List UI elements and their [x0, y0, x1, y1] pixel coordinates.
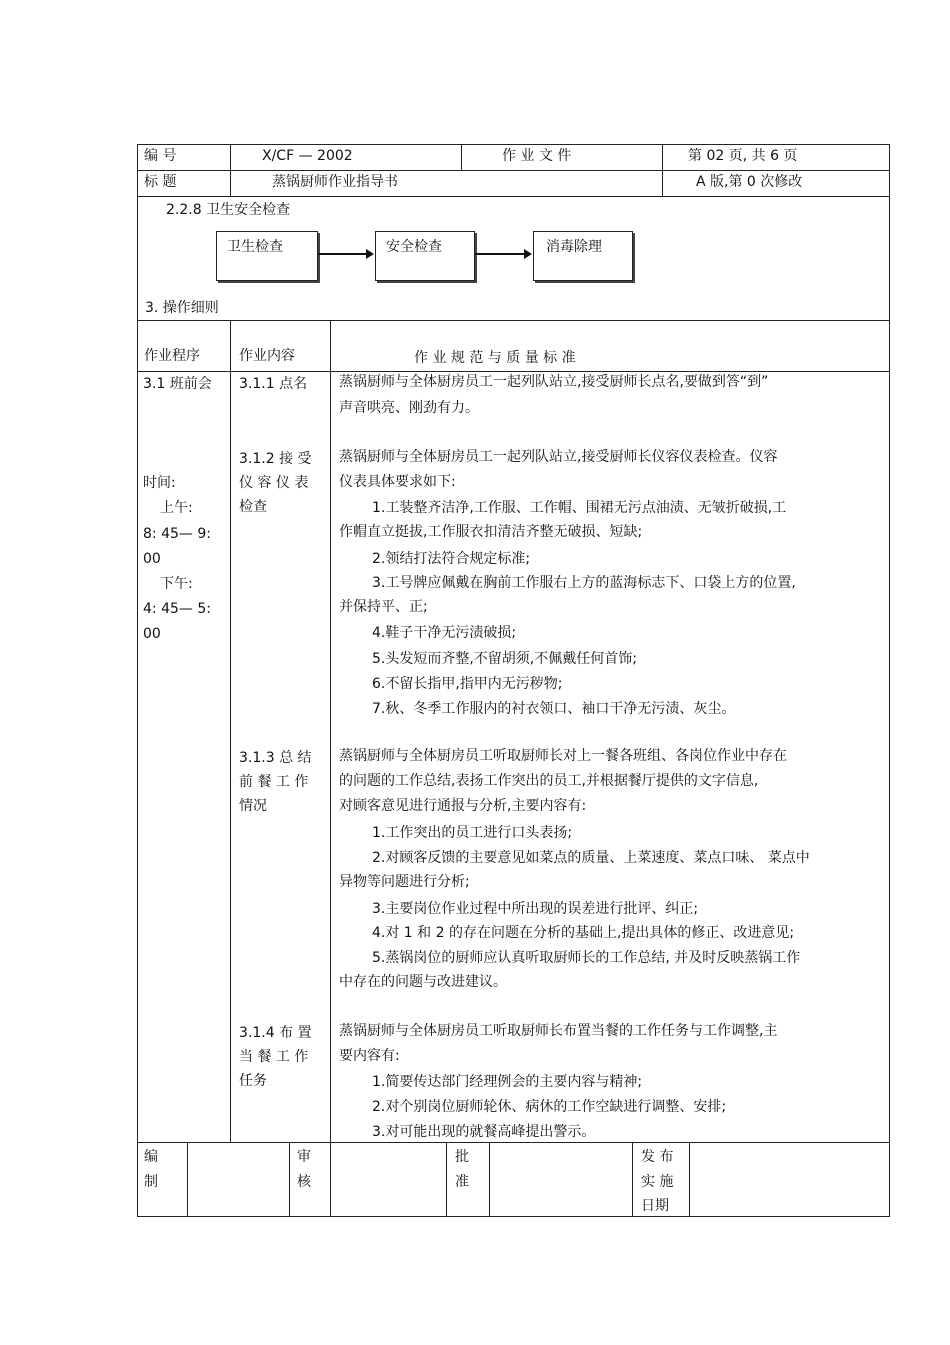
item-314-title: 3.1.4 布 置	[239, 1025, 312, 1041]
item-312-line: 4.鞋子干净无污渍破损;	[372, 625, 517, 641]
col-header-content: 作业内容	[239, 348, 295, 364]
flow-step-1	[216, 231, 318, 281]
arrow-icon	[318, 253, 372, 255]
item-312-line: 7.秋、冬季工作服内的衬衣领口、袖口干净无污渍、灰尘。	[372, 701, 736, 717]
col-header-procedure: 作业程序	[144, 348, 200, 364]
item-312-line: 3.工号牌应佩戴在胸前工作服右上方的蓝海标志下、口袋上方的位置,	[372, 575, 796, 591]
flow-step-1-label: 卫生检查	[227, 239, 283, 255]
flow-step-3	[533, 231, 633, 281]
item-314-line: 1.简要传达部门经理例会的主要内容与精神;	[372, 1074, 643, 1090]
item-312-line: 6.不留长指甲,指甲内无污秽物;	[372, 676, 563, 692]
item-313-line: 蒸锅厨师与全体厨房员工听取厨师长对上一餐各班组、各岗位作业中存在	[339, 748, 787, 764]
item-313-line: 4.对 1 和 2 的存在问题在分析的基础上,提出具体的修正、改进意见;	[372, 925, 795, 941]
section-3-heading: 3. 操作细则	[145, 300, 219, 316]
section-228-heading: 2.2.8 卫生安全检查	[166, 202, 291, 218]
procedure-name: 3.1 班前会	[143, 376, 212, 392]
item-312-line: 5.头发短而齐整,不留胡须,不佩戴任何首饰;	[372, 651, 637, 667]
doc-number-value: X/CF — 2002	[262, 148, 353, 164]
item-314-line: 要内容有:	[339, 1048, 400, 1064]
item-313-line: 2.对顾客反馈的主要意见如菜点的质量、上菜速度、菜点口味、 菜点中	[372, 850, 810, 866]
pm-time-end: 00	[143, 626, 161, 642]
flow-step-3-label: 消毒除理	[546, 239, 602, 255]
item-312-line: 并保持平、正;	[339, 599, 428, 615]
item-313-line: 对顾客意见进行通报与分析,主要内容有:	[339, 798, 587, 814]
flow-step-2	[375, 231, 475, 281]
footer-compile-label: 制	[144, 1174, 158, 1190]
item-311-line: 声音哄亮、刚劲有力。	[339, 400, 479, 416]
item-313-title: 3.1.3 总 结	[239, 750, 312, 766]
footer-release-label: 发 布	[641, 1149, 674, 1165]
footer-compile-label: 编	[144, 1149, 158, 1165]
item-312-title: 仪 容 仪 表	[239, 475, 309, 491]
item-313-line: 5.蒸锅岗位的厨师应认真听取厨师长的工作总结, 并及时反映蒸锅工作	[372, 950, 801, 966]
item-313-title: 前 餐 工 作	[239, 774, 309, 790]
item-312-line: 1.工装整齐洁净,工作服、工作帽、围裙无污点油渍、无皱折破损,工	[372, 500, 787, 516]
am-label: 上午:	[160, 500, 193, 516]
item-313-line: 中存在的问题与改进建议。	[339, 974, 507, 990]
item-314-line: 2.对个别岗位厨师轮休、病休的工作空缺进行调整、安排;	[372, 1099, 727, 1115]
doc-type: 作 业 文 件	[502, 148, 572, 164]
pm-time: 4: 45— 5:	[143, 601, 211, 617]
item-313-line: 3.主要岗位作业过程中所出现的误差进行批评、纠正;	[372, 901, 699, 917]
footer-approve-label: 准	[455, 1174, 469, 1190]
title-label: 标 题	[144, 174, 177, 190]
page-info: 第 02 页, 共 6 页	[688, 148, 798, 164]
item-314-title: 任务	[239, 1073, 267, 1089]
item-312-line: 仪表具体要求如下:	[339, 474, 456, 490]
footer-release-label: 日期	[641, 1198, 669, 1214]
am-time: 8: 45— 9:	[143, 526, 211, 542]
doc-title: 蒸锅厨师作业指导书	[272, 174, 398, 190]
item-312-line: 2.领结打法符合规定标准;	[372, 551, 531, 567]
footer-release-label: 实 施	[641, 1174, 674, 1190]
footer-review-label: 审	[297, 1149, 311, 1165]
arrow-icon	[475, 253, 530, 255]
doc-number-label: 编 号	[144, 148, 177, 164]
version-info: A 版,第 0 次修改	[696, 174, 803, 190]
item-314-title: 当 餐 工 作	[239, 1049, 309, 1065]
item-314-line: 蒸锅厨师与全体厨房员工听取厨师长布置当餐的工作任务与工作调整,主	[339, 1023, 778, 1039]
footer-approve-label: 批	[455, 1149, 469, 1165]
item-312-line: 作帽直立挺拔,工作服衣扣清洁齐整无破损、短缺;	[339, 524, 643, 540]
item-313-line: 异物等问题进行分析;	[339, 874, 470, 890]
item-313-line: 1.工作突出的员工进行口头表扬;	[372, 825, 573, 841]
flow-step-2-label: 安全检查	[386, 239, 442, 255]
col-header-standard: 作 业 规 范 与 质 量 标 准	[414, 350, 576, 366]
item-314-line: 3.对可能出现的就餐高峰提出警示。	[372, 1124, 596, 1140]
item-312-line: 蒸锅厨师与全体厨房员工一起列队站立,接受厨师长仪容仪表检查。仪容	[339, 449, 778, 465]
item-311-title: 3.1.1 点名	[239, 376, 308, 392]
item-312-title: 检查	[239, 499, 267, 515]
item-311-line: 蒸锅厨师与全体厨房员工一起列队站立,接受厨师长点名,要做到答“到”	[339, 374, 769, 390]
time-label: 时间:	[143, 475, 176, 491]
pm-label: 下午:	[160, 576, 193, 592]
item-313-title: 情况	[239, 798, 267, 814]
am-time-end: 00	[143, 551, 161, 567]
item-312-title: 3.1.2 接 受	[239, 451, 312, 467]
item-313-line: 的问题的工作总结,表扬工作突出的员工,并根据餐厅提供的文字信息,	[339, 773, 759, 789]
footer-review-label: 核	[297, 1174, 311, 1190]
